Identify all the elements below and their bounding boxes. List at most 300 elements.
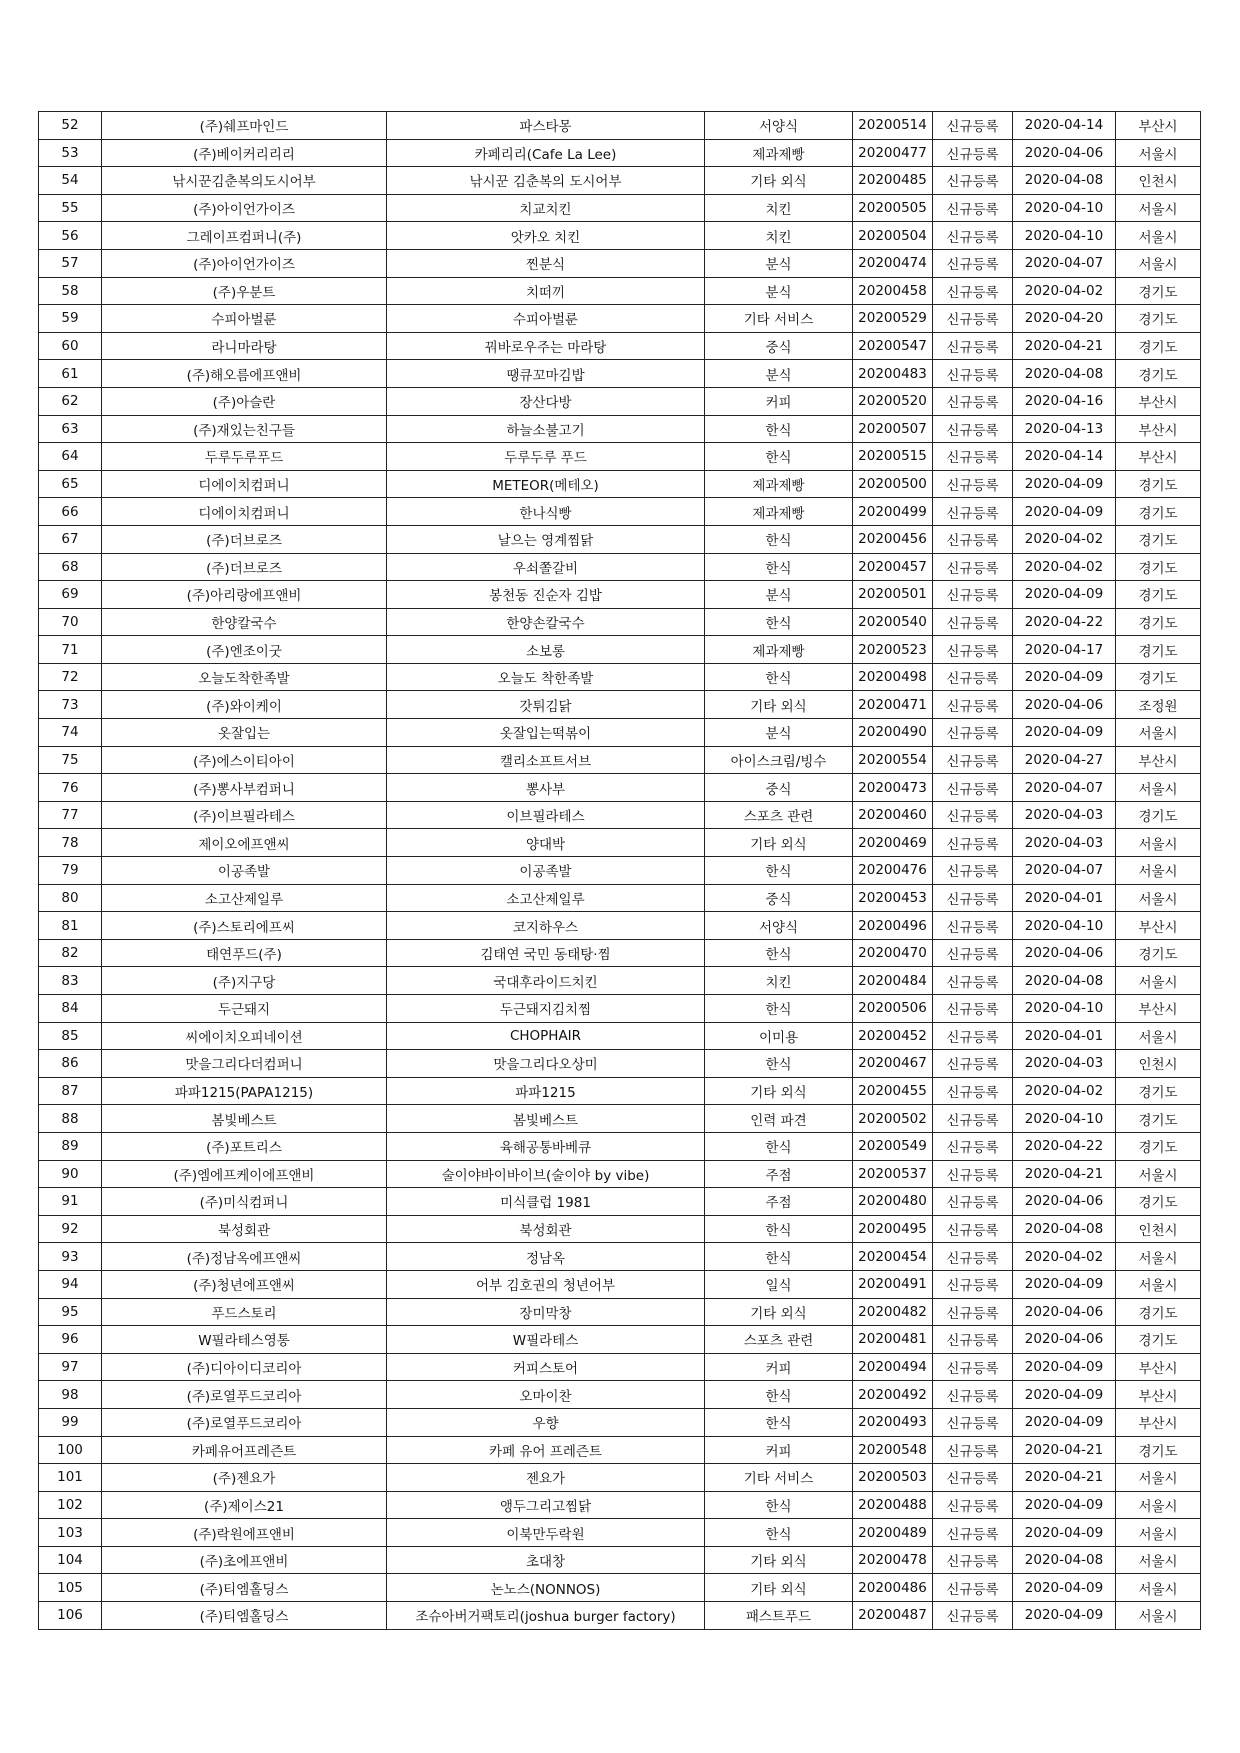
status-cell: 신규등록 — [933, 1546, 1013, 1574]
region-cell: 서울시 — [1116, 774, 1201, 802]
registration-number-cell: 20200454 — [853, 1243, 933, 1271]
row-number-cell: 90 — [39, 1160, 102, 1188]
table-row — [39, 498, 1201, 526]
company-name-cell: (주)티엠홀딩스 — [102, 1574, 387, 1602]
category-cell: 치킨 — [705, 967, 853, 995]
date-cell: 2020-04-09 — [1013, 1602, 1116, 1630]
category-cell: 기타 외식 — [705, 1077, 853, 1105]
date-cell: 2020-04-06 — [1013, 139, 1116, 167]
table-row — [39, 1132, 1201, 1160]
brand-name-cell: 정남옥 — [387, 1243, 705, 1271]
table-row — [39, 1160, 1201, 1188]
company-name-cell: (주)더브로즈 — [102, 553, 387, 581]
company-name-cell: (주)정남옥에프앤씨 — [102, 1243, 387, 1271]
status-cell: 신규등록 — [933, 1160, 1013, 1188]
status-cell: 신규등록 — [933, 691, 1013, 719]
company-name-cell: 낚시꾼김춘복의도시어부 — [102, 167, 387, 195]
company-name-cell: 봄빛베스트 — [102, 1105, 387, 1133]
status-cell: 신규등록 — [933, 636, 1013, 664]
date-cell: 2020-04-14 — [1013, 443, 1116, 471]
category-cell: 커피 — [705, 387, 853, 415]
company-name-cell: 카페유어프레즌트 — [102, 1436, 387, 1464]
status-cell: 신규등록 — [933, 553, 1013, 581]
table-row — [39, 857, 1201, 885]
date-cell: 2020-04-08 — [1013, 1546, 1116, 1574]
region-cell: 경기도 — [1116, 332, 1201, 360]
brand-name-cell: 수피아벌룬 — [387, 305, 705, 333]
region-cell: 서울시 — [1116, 139, 1201, 167]
company-name-cell: 그레이프컴퍼니(주) — [102, 222, 387, 250]
company-name-cell: (주)지구당 — [102, 967, 387, 995]
region-cell: 부산시 — [1116, 387, 1201, 415]
brand-name-cell: 봄빛베스트 — [387, 1105, 705, 1133]
company-name-cell: 디에이치컴퍼니 — [102, 498, 387, 526]
registration-number-cell: 20200505 — [853, 194, 933, 222]
registration-number-cell: 20200467 — [853, 1050, 933, 1078]
table-row — [39, 719, 1201, 747]
region-cell: 서울시 — [1116, 829, 1201, 857]
category-cell: 한식 — [705, 857, 853, 885]
row-number-cell: 80 — [39, 884, 102, 912]
status-cell: 신규등록 — [933, 222, 1013, 250]
status-cell: 신규등록 — [933, 829, 1013, 857]
company-name-cell: 파파1215(PAPA1215) — [102, 1077, 387, 1105]
date-cell: 2020-04-21 — [1013, 1464, 1116, 1492]
brand-name-cell: 하늘소불고기 — [387, 415, 705, 443]
registration-number-cell: 20200523 — [853, 636, 933, 664]
region-cell: 부산시 — [1116, 746, 1201, 774]
date-cell: 2020-04-21 — [1013, 1436, 1116, 1464]
date-cell: 2020-04-10 — [1013, 912, 1116, 940]
table-row — [39, 912, 1201, 940]
category-cell: 한식 — [705, 553, 853, 581]
row-number-cell: 56 — [39, 222, 102, 250]
region-cell: 경기도 — [1116, 1298, 1201, 1326]
row-number-cell: 75 — [39, 746, 102, 774]
category-cell: 치킨 — [705, 194, 853, 222]
table-row — [39, 608, 1201, 636]
table-row — [39, 1602, 1201, 1630]
row-number-cell: 54 — [39, 167, 102, 195]
category-cell: 중식 — [705, 332, 853, 360]
row-number-cell: 71 — [39, 636, 102, 664]
table-row — [39, 387, 1201, 415]
company-name-cell: (주)아리랑에프앤비 — [102, 581, 387, 609]
date-cell: 2020-04-02 — [1013, 553, 1116, 581]
region-cell: 서울시 — [1116, 1160, 1201, 1188]
status-cell: 신규등록 — [933, 774, 1013, 802]
row-number-cell: 103 — [39, 1519, 102, 1547]
registration-number-cell: 20200501 — [853, 581, 933, 609]
company-name-cell: (주)엔조이굿 — [102, 636, 387, 664]
registration-table — [38, 111, 1201, 1630]
brand-name-cell: 앵두그리고찜닭 — [387, 1491, 705, 1519]
status-cell: 신규등록 — [933, 1602, 1013, 1630]
region-cell: 경기도 — [1116, 608, 1201, 636]
category-cell: 기타 외식 — [705, 167, 853, 195]
date-cell: 2020-04-09 — [1013, 498, 1116, 526]
category-cell: 기타 외식 — [705, 1298, 853, 1326]
row-number-cell: 97 — [39, 1353, 102, 1381]
region-cell: 서울시 — [1116, 967, 1201, 995]
date-cell: 2020-04-02 — [1013, 1243, 1116, 1271]
row-number-cell: 104 — [39, 1546, 102, 1574]
status-cell: 신규등록 — [933, 1022, 1013, 1050]
table-row — [39, 691, 1201, 719]
brand-name-cell: 김태연 국민 동태탕·찜 — [387, 939, 705, 967]
company-name-cell: (주)엠에프케이에프앤비 — [102, 1160, 387, 1188]
brand-name-cell: 치떠끼 — [387, 277, 705, 305]
company-name-cell: 두루두루푸드 — [102, 443, 387, 471]
status-cell: 신규등록 — [933, 112, 1013, 140]
date-cell: 2020-04-01 — [1013, 884, 1116, 912]
table-row — [39, 1215, 1201, 1243]
date-cell: 2020-04-08 — [1013, 1215, 1116, 1243]
company-name-cell: (주)베이커리리리 — [102, 139, 387, 167]
brand-name-cell: 조슈아버거팩토리(joshua burger factory) — [387, 1602, 705, 1630]
category-cell: 기타 서비스 — [705, 1464, 853, 1492]
status-cell: 신규등록 — [933, 1243, 1013, 1271]
company-name-cell: (주)젠요가 — [102, 1464, 387, 1492]
date-cell: 2020-04-22 — [1013, 608, 1116, 636]
category-cell: 기타 외식 — [705, 691, 853, 719]
table-row — [39, 636, 1201, 664]
region-cell: 경기도 — [1116, 1105, 1201, 1133]
date-cell: 2020-04-08 — [1013, 967, 1116, 995]
row-number-cell: 94 — [39, 1270, 102, 1298]
brand-name-cell: 두근돼지김치찜 — [387, 995, 705, 1023]
category-cell: 한식 — [705, 939, 853, 967]
status-cell: 신규등록 — [933, 801, 1013, 829]
status-cell: 신규등록 — [933, 470, 1013, 498]
date-cell: 2020-04-08 — [1013, 167, 1116, 195]
date-cell: 2020-04-03 — [1013, 829, 1116, 857]
registration-number-cell: 20200488 — [853, 1491, 933, 1519]
status-cell: 신규등록 — [933, 581, 1013, 609]
region-cell: 경기도 — [1116, 939, 1201, 967]
category-cell: 분식 — [705, 249, 853, 277]
brand-name-cell: 파파1215 — [387, 1077, 705, 1105]
registration-number-cell: 20200540 — [853, 608, 933, 636]
date-cell: 2020-04-09 — [1013, 719, 1116, 747]
brand-name-cell: 소고산제일루 — [387, 884, 705, 912]
date-cell: 2020-04-02 — [1013, 525, 1116, 553]
company-name-cell: (주)제이스21 — [102, 1491, 387, 1519]
category-cell: 한식 — [705, 1491, 853, 1519]
region-cell: 경기도 — [1116, 525, 1201, 553]
category-cell: 인력 파견 — [705, 1105, 853, 1133]
row-number-cell: 93 — [39, 1243, 102, 1271]
table-row — [39, 829, 1201, 857]
category-cell: 한식 — [705, 995, 853, 1023]
category-cell: 커피 — [705, 1353, 853, 1381]
status-cell: 신규등록 — [933, 249, 1013, 277]
table-row — [39, 1243, 1201, 1271]
registration-number-cell: 20200491 — [853, 1270, 933, 1298]
registration-number-cell: 20200506 — [853, 995, 933, 1023]
region-cell: 경기도 — [1116, 801, 1201, 829]
company-name-cell: 태연푸드(주) — [102, 939, 387, 967]
table-row — [39, 277, 1201, 305]
registration-number-cell: 20200515 — [853, 443, 933, 471]
category-cell: 한식 — [705, 608, 853, 636]
region-cell: 경기도 — [1116, 470, 1201, 498]
registration-number-cell: 20200481 — [853, 1326, 933, 1354]
date-cell: 2020-04-06 — [1013, 1326, 1116, 1354]
brand-name-cell: 이북만두락원 — [387, 1519, 705, 1547]
category-cell: 중식 — [705, 774, 853, 802]
brand-name-cell: METEOR(메테오) — [387, 470, 705, 498]
row-number-cell: 101 — [39, 1464, 102, 1492]
row-number-cell: 102 — [39, 1491, 102, 1519]
category-cell: 제과제빵 — [705, 470, 853, 498]
date-cell: 2020-04-10 — [1013, 1105, 1116, 1133]
category-cell: 일식 — [705, 1270, 853, 1298]
region-cell: 부산시 — [1116, 443, 1201, 471]
date-cell: 2020-04-16 — [1013, 387, 1116, 415]
date-cell: 2020-04-09 — [1013, 470, 1116, 498]
company-name-cell: 맛을그리다더컴퍼니 — [102, 1050, 387, 1078]
brand-name-cell: W필라테스 — [387, 1326, 705, 1354]
table-row — [39, 1270, 1201, 1298]
company-name-cell: (주)해오름에프앤비 — [102, 360, 387, 388]
table-row — [39, 746, 1201, 774]
status-cell: 신규등록 — [933, 1077, 1013, 1105]
registration-number-cell: 20200473 — [853, 774, 933, 802]
brand-name-cell: 한나식빵 — [387, 498, 705, 526]
brand-name-cell: 앗카오 치킨 — [387, 222, 705, 250]
region-cell: 서울시 — [1116, 1464, 1201, 1492]
category-cell: 한식 — [705, 1519, 853, 1547]
category-cell: 분식 — [705, 360, 853, 388]
table-row — [39, 1436, 1201, 1464]
registration-number-cell: 20200453 — [853, 884, 933, 912]
row-number-cell: 84 — [39, 995, 102, 1023]
table-row — [39, 581, 1201, 609]
company-name-cell: 수피아벌룬 — [102, 305, 387, 333]
brand-name-cell: 한양손칼국수 — [387, 608, 705, 636]
registration-number-cell: 20200480 — [853, 1188, 933, 1216]
brand-name-cell: 낚시꾼 김춘복의 도시어부 — [387, 167, 705, 195]
status-cell: 신규등록 — [933, 525, 1013, 553]
company-name-cell: (주)디아이디코리아 — [102, 1353, 387, 1381]
registration-number-cell: 20200547 — [853, 332, 933, 360]
status-cell: 신규등록 — [933, 1381, 1013, 1409]
registration-number-cell: 20200503 — [853, 1464, 933, 1492]
date-cell: 2020-04-21 — [1013, 332, 1116, 360]
row-number-cell: 66 — [39, 498, 102, 526]
row-number-cell: 95 — [39, 1298, 102, 1326]
row-number-cell: 69 — [39, 581, 102, 609]
date-cell: 2020-04-21 — [1013, 1160, 1116, 1188]
registration-number-cell: 20200477 — [853, 139, 933, 167]
region-cell: 조정원 — [1116, 691, 1201, 719]
region-cell: 경기도 — [1116, 305, 1201, 333]
row-number-cell: 52 — [39, 112, 102, 140]
table-row — [39, 1381, 1201, 1409]
region-cell: 경기도 — [1116, 1188, 1201, 1216]
company-name-cell: 씨에이치오피네이션 — [102, 1022, 387, 1050]
registration-number-cell: 20200514 — [853, 112, 933, 140]
row-number-cell: 65 — [39, 470, 102, 498]
registration-number-cell: 20200470 — [853, 939, 933, 967]
registration-number-cell: 20200471 — [853, 691, 933, 719]
category-cell: 분식 — [705, 719, 853, 747]
category-cell: 분식 — [705, 581, 853, 609]
status-cell: 신규등록 — [933, 277, 1013, 305]
row-number-cell: 67 — [39, 525, 102, 553]
company-name-cell: (주)재있는친구들 — [102, 415, 387, 443]
brand-name-cell: 논노스(NONNOS) — [387, 1574, 705, 1602]
region-cell: 부산시 — [1116, 1353, 1201, 1381]
company-name-cell: (주)와이케이 — [102, 691, 387, 719]
brand-name-cell: 이브필라테스 — [387, 801, 705, 829]
registration-number-cell: 20200520 — [853, 387, 933, 415]
status-cell: 신규등록 — [933, 608, 1013, 636]
company-name-cell: (주)로열푸드코리아 — [102, 1381, 387, 1409]
category-cell: 한식 — [705, 525, 853, 553]
table-row — [39, 112, 1201, 140]
brand-name-cell: 우향 — [387, 1408, 705, 1436]
brand-name-cell: 맛을그리다오상미 — [387, 1050, 705, 1078]
date-cell: 2020-04-10 — [1013, 194, 1116, 222]
company-name-cell: (주)미식컴퍼니 — [102, 1188, 387, 1216]
status-cell: 신규등록 — [933, 194, 1013, 222]
table-row — [39, 139, 1201, 167]
table-row — [39, 1464, 1201, 1492]
category-cell: 기타 외식 — [705, 1546, 853, 1574]
region-cell: 경기도 — [1116, 663, 1201, 691]
category-cell: 중식 — [705, 884, 853, 912]
brand-name-cell: 코지하우스 — [387, 912, 705, 940]
registration-number-cell: 20200456 — [853, 525, 933, 553]
date-cell: 2020-04-10 — [1013, 222, 1116, 250]
region-cell: 서울시 — [1116, 194, 1201, 222]
row-number-cell: 82 — [39, 939, 102, 967]
status-cell: 신규등록 — [933, 443, 1013, 471]
table-row — [39, 1022, 1201, 1050]
table-row — [39, 415, 1201, 443]
status-cell: 신규등록 — [933, 912, 1013, 940]
category-cell: 주점 — [705, 1188, 853, 1216]
company-name-cell: (주)우분트 — [102, 277, 387, 305]
category-cell: 한식 — [705, 1408, 853, 1436]
date-cell: 2020-04-13 — [1013, 415, 1116, 443]
category-cell: 스포츠 관련 — [705, 801, 853, 829]
company-name-cell: 북성회관 — [102, 1215, 387, 1243]
status-cell: 신규등록 — [933, 1298, 1013, 1326]
table-row — [39, 1491, 1201, 1519]
row-number-cell: 58 — [39, 277, 102, 305]
registration-number-cell: 20200499 — [853, 498, 933, 526]
date-cell: 2020-04-09 — [1013, 1353, 1116, 1381]
row-number-cell: 105 — [39, 1574, 102, 1602]
row-number-cell: 62 — [39, 387, 102, 415]
date-cell: 2020-04-22 — [1013, 1132, 1116, 1160]
date-cell: 2020-04-06 — [1013, 1298, 1116, 1326]
company-name-cell: (주)스토리에프씨 — [102, 912, 387, 940]
company-name-cell: 라니마라탕 — [102, 332, 387, 360]
region-cell: 부산시 — [1116, 112, 1201, 140]
table-row — [39, 167, 1201, 195]
date-cell: 2020-04-03 — [1013, 1050, 1116, 1078]
status-cell: 신규등록 — [933, 1574, 1013, 1602]
region-cell: 부산시 — [1116, 1408, 1201, 1436]
table-row — [39, 525, 1201, 553]
table-row — [39, 1050, 1201, 1078]
company-name-cell: (주)초에프앤비 — [102, 1546, 387, 1574]
region-cell: 인천시 — [1116, 167, 1201, 195]
registration-number-cell: 20200489 — [853, 1519, 933, 1547]
table-row — [39, 1408, 1201, 1436]
company-name-cell: (주)뽕사부컴퍼니 — [102, 774, 387, 802]
row-number-cell: 60 — [39, 332, 102, 360]
status-cell: 신규등록 — [933, 305, 1013, 333]
table-row — [39, 1077, 1201, 1105]
company-name-cell: (주)쉐프마인드 — [102, 112, 387, 140]
status-cell: 신규등록 — [933, 939, 1013, 967]
registration-number-cell: 20200498 — [853, 663, 933, 691]
category-cell: 서양식 — [705, 912, 853, 940]
registration-number-cell: 20200483 — [853, 360, 933, 388]
region-cell: 서울시 — [1116, 1574, 1201, 1602]
table-row — [39, 801, 1201, 829]
table-row — [39, 939, 1201, 967]
brand-name-cell: 캘리소프트서브 — [387, 746, 705, 774]
company-name-cell: 이공족발 — [102, 857, 387, 885]
region-cell: 부산시 — [1116, 912, 1201, 940]
table-row — [39, 1519, 1201, 1547]
row-number-cell: 96 — [39, 1326, 102, 1354]
row-number-cell: 98 — [39, 1381, 102, 1409]
registration-number-cell: 20200529 — [853, 305, 933, 333]
date-cell: 2020-04-09 — [1013, 1519, 1116, 1547]
date-cell: 2020-04-06 — [1013, 691, 1116, 719]
brand-name-cell: 커피스토어 — [387, 1353, 705, 1381]
date-cell: 2020-04-06 — [1013, 1188, 1116, 1216]
region-cell: 서울시 — [1116, 884, 1201, 912]
date-cell: 2020-04-09 — [1013, 1408, 1116, 1436]
brand-name-cell: 우쇠쫄갈비 — [387, 553, 705, 581]
category-cell: 한식 — [705, 1132, 853, 1160]
table-row — [39, 1105, 1201, 1133]
region-cell: 서울시 — [1116, 1546, 1201, 1574]
table-row — [39, 1188, 1201, 1216]
status-cell: 신규등록 — [933, 415, 1013, 443]
row-number-cell: 64 — [39, 443, 102, 471]
table-row — [39, 443, 1201, 471]
date-cell: 2020-04-07 — [1013, 774, 1116, 802]
registration-number-cell: 20200469 — [853, 829, 933, 857]
row-number-cell: 78 — [39, 829, 102, 857]
brand-name-cell: 육해공통바베큐 — [387, 1132, 705, 1160]
category-cell: 기타 외식 — [705, 829, 853, 857]
region-cell: 경기도 — [1116, 581, 1201, 609]
company-name-cell: (주)로열푸드코리아 — [102, 1408, 387, 1436]
brand-name-cell: 카페리리(Cafe La Lee) — [387, 139, 705, 167]
status-cell: 신규등록 — [933, 167, 1013, 195]
status-cell: 신규등록 — [933, 1270, 1013, 1298]
row-number-cell: 86 — [39, 1050, 102, 1078]
registration-number-cell: 20200485 — [853, 167, 933, 195]
company-name-cell: W필라테스영통 — [102, 1326, 387, 1354]
status-cell: 신규등록 — [933, 719, 1013, 747]
status-cell: 신규등록 — [933, 1353, 1013, 1381]
status-cell: 신규등록 — [933, 967, 1013, 995]
row-number-cell: 88 — [39, 1105, 102, 1133]
brand-name-cell: 술이야바이바이브(술이야 by vibe) — [387, 1160, 705, 1188]
region-cell: 경기도 — [1116, 1326, 1201, 1354]
